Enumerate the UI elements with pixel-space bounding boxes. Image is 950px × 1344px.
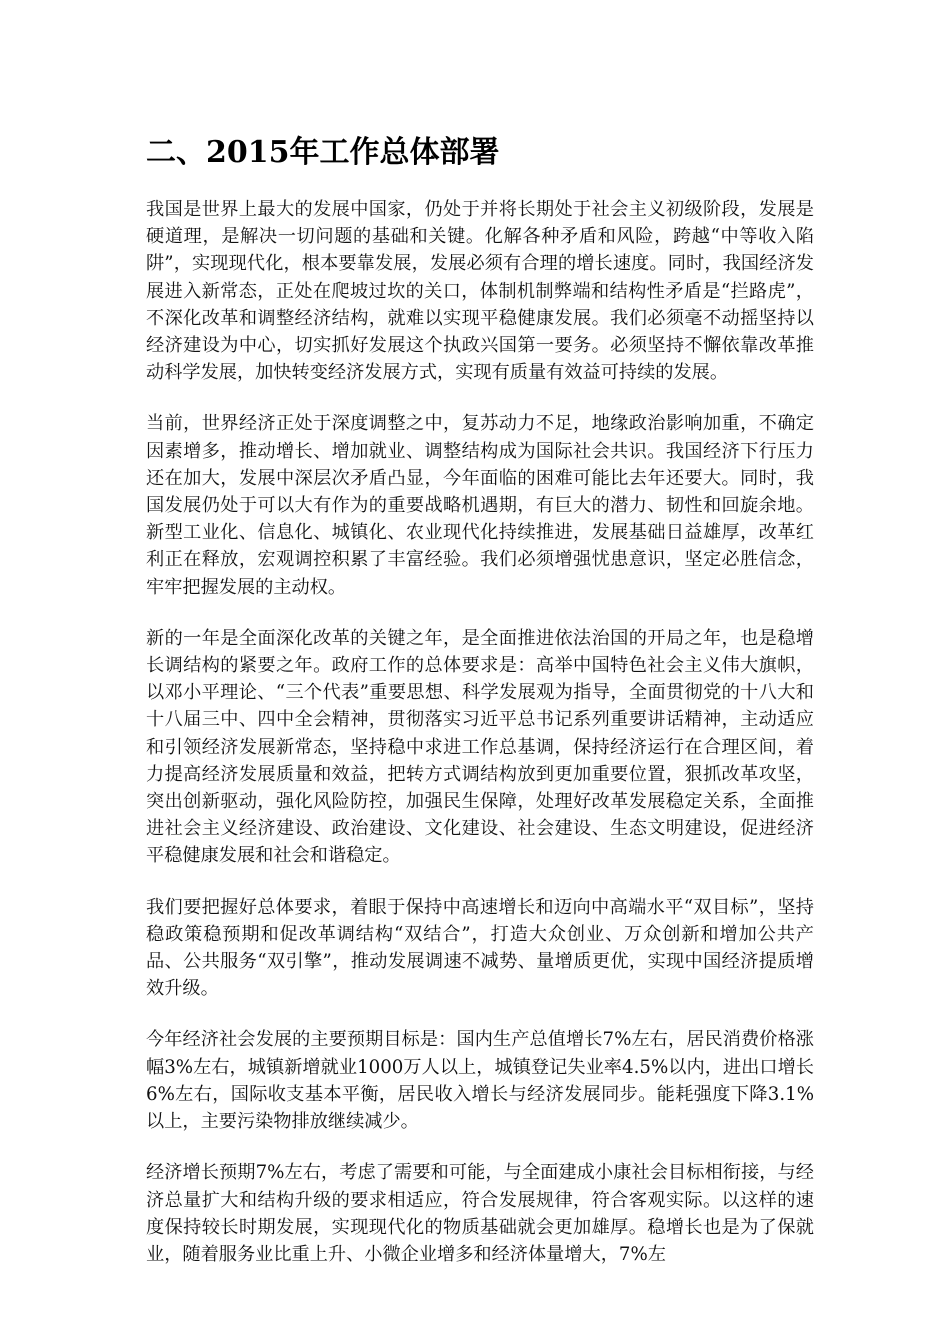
section-heading: 二、2015年工作总体部署 [146, 135, 500, 170]
paragraph-double-goals: 我们要把握好总体要求，着眼于保持中高速增长和迈向中高端水平“双目标”，坚持稳政策稳预期和促改革调结构“双结合”，打造大众创业、万众创新和增加公共产品、公共服务“双引擎”，推动发展调速不减势、量增质更优，实现中国经济提质增效升级。 [146, 896, 814, 1000]
paragraph-growth-target: 经济增长预期7%左右，考虑了需要和可能，与全面建成小康社会目标相衔接，与经济总量扩大和结构升级的要求相适应，符合发展规律，符合客观实际。以这样的速度保持较长时期发展，实现现代化的物质基础就会更加雄厚。稳增长也是为了保就业，随着服务业比重上升、小微企业增多和经济体量增大，7%左 [146, 1162, 814, 1265]
paragraph-overall-requirements: 新的一年是全面深化改革的关键之年，是全面推进依法治国的开局之年，也是稳增长调结构的紧要之年。政府工作的总体要求是：高举中国特色社会主义伟大旗帜，以邓小平理论、“三个代表”重要思想、科学发展观为指导，全面贯彻党的十八大和十八届三中、四中全会精神，贯彻落实习近平总书记系列重要讲话精神，主动适应和引领经济发展新常态，坚持稳中求进工作总基调，保持经济运行在合理区间，着力提高经济发展质量和效益，把转方式调结构放到更加重要位置，狠抓改革攻坚，突出创新驱动，强化风险防控，加强民生保障，处理好改革发展稳定关系，全面推进社会主义经济建设、政治建设、文化建设、社会建设、生态文明建设，促进经济平稳健康发展和社会和谐稳定。 [146, 627, 814, 867]
paragraph-development-priority: 我国是世界上最大的发展中国家，仍处于并将长期处于社会主义初级阶段，发展是硬道理，是解决一切问题的基础和关键。化解各种矛盾和风险，跨越“中等收入陷阱”，实现现代化，根本要靠发展，发展必须有合理的增长速度。同时，我国经济发展进入新常态，正处在爬坡过坎的关口，体制机制弊端和结构性矛盾是“拦路虎”，不深化改革和调整经济结构，就难以实现平稳健康发展。我们必须毫不动摇坚持以经济建设为中心，切实抓好发展这个执政兴国第一要务。必须坚持不懈依靠改革推动科学发展，加快转变经济发展方式，实现有质量有效益可持续的发展。 [146, 199, 814, 384]
document-body [146, 132, 814, 1292]
paragraph-current-situation: 当前，世界经济正处于深度调整之中，复苏动力不足，地缘政治影响加重，不确定因素增多，推动增长、增加就业、调整结构成为国际社会共识。我国经济下行压力还在加大，发展中深层次矛盾凸显，今年面临的困难可能比去年还要大。同时，我国发展仍处于可以大有作为的重要战略机遇期，有巨大的潜力、韧性和回旋余地。新型工业化、信息化、城镇化、农业现代化持续推进，发展基础日益雄厚，改革红利正在释放，宏观调控积累了丰富经验。我们必须增强忧患意识，坚定必胜信念，牢牢把握发展的主动权。 [146, 413, 814, 598]
paragraph-main-targets: 今年经济社会发展的主要预期目标是：国内生产总值增长7%左右，居民消费价格涨幅3%左右，城镇新增就业1000万人以上，城镇登记失业率4.5%以内，进出口增长6%左右，国际收支基本平衡，居民收入增长与经济发展同步。能耗强度下降3.1%以上，主要污染物排放继续减少。 [146, 1029, 814, 1133]
